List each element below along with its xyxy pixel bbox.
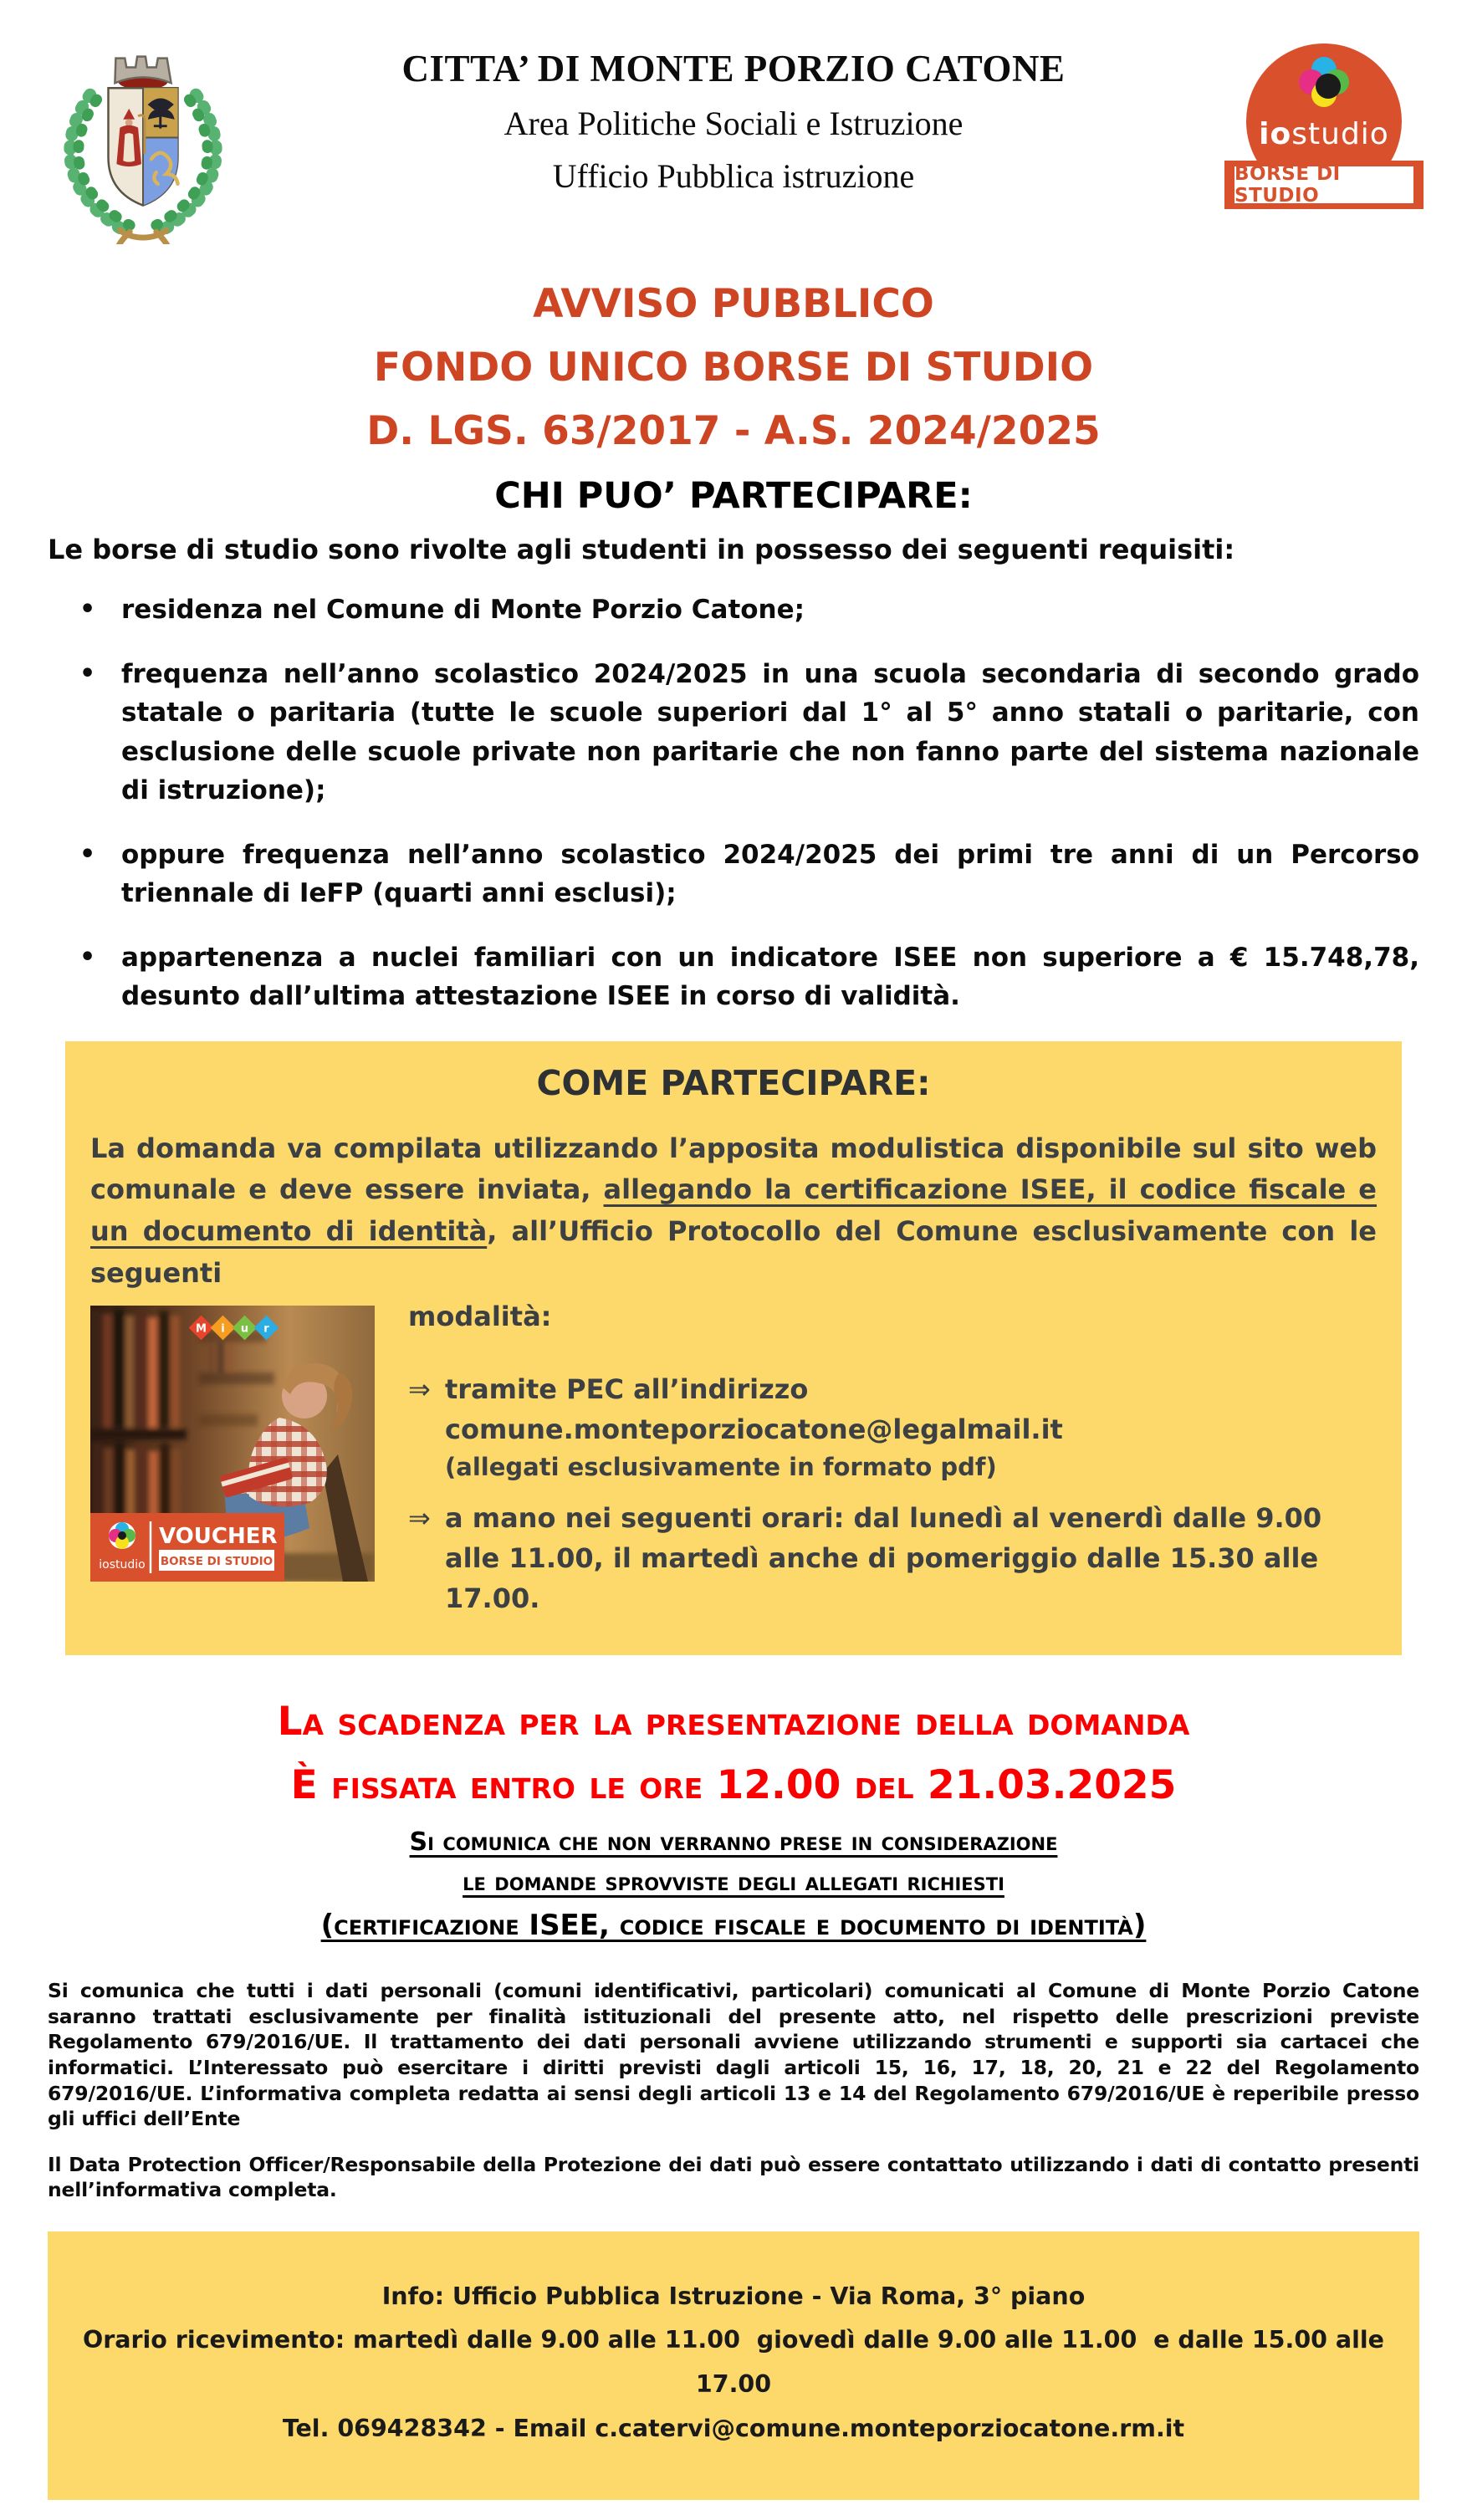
header xyxy=(0,0,1467,244)
delivery-method-pec xyxy=(408,1369,1377,1486)
pec-attachment-note: (allegati esclusivamente in formato pdf) xyxy=(445,1453,997,1482)
list-item: • residenza nel Comune di Monte Porzio Catone; xyxy=(48,590,1419,630)
iostudio-badge xyxy=(1224,43,1424,219)
ribbon xyxy=(117,230,169,244)
svg-text:iostudio: iostudio xyxy=(99,1558,146,1572)
deadline-line-2: È fissata entro le ore 12.00 del 21.03.2025 xyxy=(290,1761,1177,1808)
required-attachments-underlined: allegando la certificazione ISEE, il codice fiscale e un documento di identità xyxy=(90,1173,1378,1248)
list-item: • appartenenza a nuclei familiari con un indicatore ISEE non superiore a € 15.748,78, desunto dall’ultima attestazione ISEE in corso di validità. xyxy=(48,938,1419,1016)
header-titles xyxy=(243,33,1224,196)
svg-text:u: u xyxy=(240,1322,249,1336)
borse-banner-label: BORSE DI STUDIO xyxy=(1234,166,1413,203)
double-arrow-icon: ⇒ xyxy=(408,1501,431,1534)
notice-title-block xyxy=(0,273,1467,463)
notice-line-1: AVVISO PUBBLICO xyxy=(533,281,934,327)
deadline-block xyxy=(0,1690,1467,1817)
department-subtitle: Area Politiche Sociali e Istruzione xyxy=(503,105,964,142)
double-arrow-icon: ⇒ xyxy=(408,1373,431,1406)
how-to-participate-panel xyxy=(65,1041,1402,1655)
svg-text:i: i xyxy=(221,1322,225,1336)
modalita-label: modalità: xyxy=(408,1301,552,1333)
svg-text:M: M xyxy=(196,1322,207,1336)
privacy-paragraph-1: Si comunica che tutti i dati personali (comuni identificativi, particolari) comunicati al Comune di Monte Porzio Catone saranno trattati esclusivamente per finalità istituzionali del presente atto, nel rispetto delle prescrizioni previste Regolamento 679/2016/UE. Il trattamento dei dati personali avviene utilizzando strumenti e supporti sia cartacei che informatici. L’Interessato può esercitare i diritti previsti dagli articoli 15, 16, 17, 18, 20, 21 e 22 del Regolamento 679/2016/UE. L’informativa completa redatta ai sensi degli articoli 13 e 14 del Regolamento 679/2016/UE è reperibile presso gli uffici dell’Ente xyxy=(48,1979,1419,2131)
requirements-list xyxy=(48,590,1419,1016)
delivery-method-in-person xyxy=(408,1498,1377,1618)
how-to-row xyxy=(90,1301,1377,1630)
svg-text:VOUCHER: VOUCHER xyxy=(159,1524,278,1550)
privacy-paragraph-2: Il Data Protection Officer/Responsabile della Protezione dei dati può essere contattato utilizzando i dati di contatto presenti nell’informativa completa. xyxy=(48,2152,1419,2202)
office-subtitle: Ufficio Pubblica istruzione xyxy=(552,157,915,195)
warning-line-1: Si comunica che non verranno prese in considerazione xyxy=(409,1827,1058,1857)
how-to-heading: COME PARTECIPARE: xyxy=(536,1062,931,1103)
borse-banner xyxy=(1224,161,1424,209)
footer-hours-line: Orario ricevimento: martedì dalle 9.00 alle 11.00 giovedì dalle 9.00 alle 11.00 e dalle 15.00 alle 17.00 xyxy=(82,2326,1385,2399)
list-item: • frequenza nell’anno scolastico 2024/2025 in una scuola secondaria di secondo grado statale o paritaria (tutte le scuole superiori dal 1° al 5° anno statali o paritarie, con esclusione delle scuole private non paritarie che non fanno parte del sistema nazionale di istruzione); xyxy=(48,655,1419,810)
notice-line-2: FONDO UNICO BORSE DI STUDIO xyxy=(373,345,1094,391)
delivery-methods xyxy=(375,1301,1377,1630)
in-person-instruction: a mano nei seguenti orari: dal lunedì al venerdì dalle 9.00 alle 11.00, il martedì anche di pomeriggio dalle 15.30 alle 17.00. xyxy=(445,1501,1322,1614)
list-item: • oppure frequenza nell’anno scolastico 2024/2025 dei primi tre anni di un Percorso triennale di IeFP (quarti anni esclusi); xyxy=(48,836,1419,913)
warning-line-3: (certificazione ISEE, codice fiscale e documento di identità) xyxy=(320,1909,1147,1942)
voucher-banner xyxy=(90,1513,284,1582)
mural-crown xyxy=(115,57,171,90)
city-title: CITTA’ DI MONTE PORZIO CATONE xyxy=(401,48,1066,89)
svg-text:BORSE DI STUDIO: BORSE DI STUDIO xyxy=(160,1555,273,1569)
iostudio-flower-icon xyxy=(1297,57,1351,110)
contact-footer xyxy=(48,2231,1419,2500)
deadline-line-1: La scadenza per la presentazione della domanda xyxy=(277,1698,1190,1745)
notice-line-3: D. LGS. 63/2017 - A.S. 2024/2025 xyxy=(366,408,1101,455)
privacy-notice xyxy=(48,1978,1419,2202)
who-can-participate-heading: CHI PUO’ PARTECIPARE: xyxy=(494,475,973,518)
pec-instruction: tramite PEC all’indirizzo comune.monteporziocatone@legalmail.it xyxy=(445,1373,1063,1446)
warnings-block xyxy=(0,1822,1467,1948)
shield xyxy=(108,88,177,205)
how-to-paragraph: La domanda va compilata utilizzando l’apposita modulistica disponibile sul sito web comunale e deve essere inviata, allegando la certificazione ISEE, il codice fiscale e un documento di identità, all’Ufficio Protocollo del Comune esclusivamente con le seguenti xyxy=(90,1132,1378,1289)
svg-text:r: r xyxy=(263,1322,269,1336)
warning-line-2: le domande sprovviste degli allegati richiesti xyxy=(463,1868,1004,1897)
footer-contacts-line: Tel. 069428342 - Email c.catervi@comune.monteporziocatone.rm.it xyxy=(282,2414,1185,2442)
municipal-coat-of-arms-icon xyxy=(43,33,243,244)
library-student-photo xyxy=(90,1306,375,1582)
iostudio-wordmark: iostudio xyxy=(1259,117,1389,151)
footer-info-line: Info: Ufficio Pubblica Istruzione - Via Roma, 3° piano xyxy=(381,2282,1086,2310)
requirements-intro: Le borse di studio sono rivolte agli studenti in possesso dei seguenti requisiti: xyxy=(48,534,1235,566)
